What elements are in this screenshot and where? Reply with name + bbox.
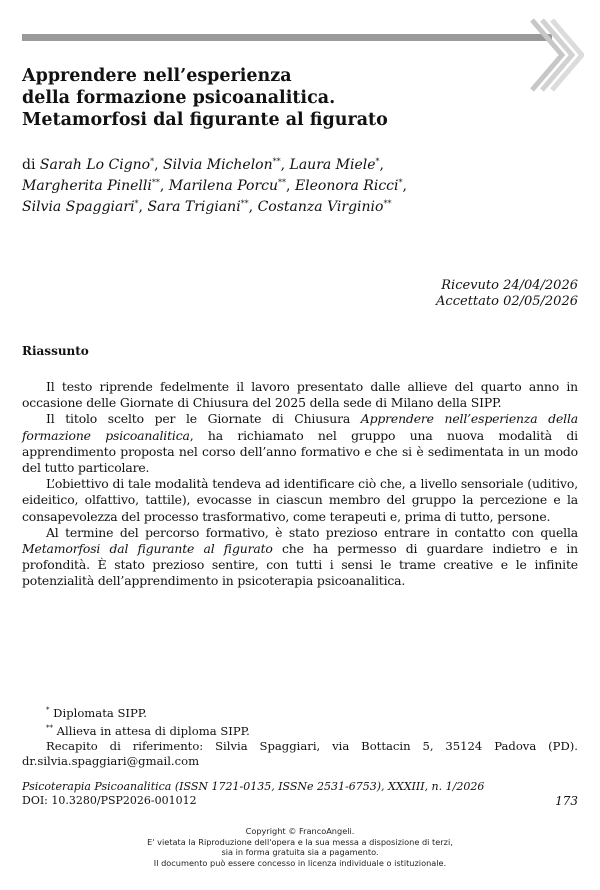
- footnote: * Diplomata SIPP.: [46, 706, 147, 720]
- title-line: della formazione psicoanalitica.: [22, 88, 336, 108]
- author-line: Margherita Pinelli**, Marilena Porcu**, Eleonora Ricci*,: [22, 178, 407, 194]
- affiliation-mark: **: [151, 178, 160, 187]
- footnotes: [22, 703, 578, 769]
- submission-dates: [436, 278, 578, 310]
- journal-info: [22, 780, 578, 808]
- abstract-paragraph: Al termine del percorso formativo, è stato prezioso entrare in contatto con quella Metamorfosi dal figurante al figurato che ha permesso di guardare indietro e in profondità. È stato prezioso sentire, con tutti i sensi le trame creative e le infinite potenzialità dell’apprendimento in psicoterapia psicoanalitica.: [22, 524, 579, 589]
- affiliation-mark: **: [272, 157, 281, 166]
- author-line: di Sarah Lo Cigno*, Silvia Michelon**, Laura Miele*,: [22, 157, 384, 173]
- doi: DOI: 10.3280/PSP2026-001012: [22, 794, 197, 807]
- affiliation-mark: **: [383, 199, 392, 208]
- copyright-line: sia in forma gratuita sia a pagamento.: [221, 847, 379, 857]
- quoted-title: Metamorfosi dal figurante al figurato: [22, 541, 273, 557]
- author-name: Eleonora Ricci: [294, 178, 399, 194]
- copyright-notice: [0, 826, 600, 868]
- footnote: ** Allieva in attesa di diploma SIPP.: [46, 724, 250, 738]
- affiliation-mark: *: [150, 157, 155, 166]
- accepted-date: Accettato 02/05/2026: [436, 294, 578, 309]
- page-number: 173: [555, 794, 578, 808]
- quoted-title: Apprendere nell’esperienza della formazione psicoanalitica: [22, 411, 578, 443]
- title-line: Metamorfosi dal figurante al figurato: [22, 110, 388, 130]
- copyright-line: Copyright © FrancoAngeli.: [245, 826, 355, 836]
- copyright-line: Il documento può essere concesso in licenza individuale o istituzionale.: [153, 857, 447, 868]
- author-list: [22, 153, 582, 216]
- received-date: Ricevuto 24/04/2026: [441, 278, 578, 293]
- author-name: Sara Trigiani: [147, 199, 241, 215]
- author-name: Silvia Michelon: [163, 157, 273, 173]
- author-line: Silvia Spaggiari*, Sara Trigiani**, Costanza Virginio**: [22, 199, 392, 215]
- contact-note: Recapito di riferimento: Silvia Spaggiari, via Bottacin 5, 35124 Padova (PD). dr.silvia.spaggiari@gmail.com: [22, 739, 578, 768]
- affiliation-mark: **: [240, 199, 249, 208]
- title-line: Apprendere nell’esperienza: [22, 66, 292, 86]
- abstract-body: [22, 379, 578, 590]
- author-name: Marilena Porcu: [168, 178, 279, 194]
- journal-citation: Psicoterapia Psicoanalitica (ISSN 1721-0135, ISSNe 2531-6753), XXXIII, n. 1/2026: [22, 780, 485, 793]
- affiliation-mark: *: [398, 178, 403, 187]
- abstract-paragraph: Il titolo scelto per le Giornate di Chiusura Apprendere nell’esperienza della formazione psicoanalitica, ha richiamato nel gruppo una nuova modalità di apprendimento proposta nel corso dell’anno formativo e che si è sedimentata in un modo del tutto particolare.: [22, 411, 578, 476]
- abstract-heading: Riassunto: [22, 344, 89, 358]
- author-name: Laura Miele: [289, 157, 376, 173]
- article-title: [22, 65, 542, 131]
- author-name: Sarah Lo Cigno: [39, 157, 151, 173]
- author-name: Costanza Virginio: [257, 199, 384, 215]
- affiliation-mark: *: [134, 199, 139, 208]
- abstract-paragraph: Il testo riprende fedelmente il lavoro presentato dalle allieve del quarto anno in occasione delle Giornate di Chiusura del 2025 della sede di Milano della SIPP.: [22, 379, 578, 411]
- affiliation-mark: **: [278, 178, 287, 187]
- author-name: Margherita Pinelli: [22, 178, 152, 194]
- copyright-line: E' vietata la Riproduzione dell'opera e la sua messa a disposizione di terzi,: [147, 836, 453, 847]
- author-name: Silvia Spaggiari: [22, 199, 135, 215]
- abstract-paragraph: L’obiettivo di tale modalità tendeva ad identificare ciò che, a livello sensoriale (uditivo, eideitico, olfattivo, tattile), evocasse in ciascun membro del gruppo la percezione e la consapevolezza del processo trasformativo, come terapeuti e, prima di tutto, persone.: [22, 476, 578, 524]
- affiliation-mark: *: [375, 157, 380, 166]
- header-rule: [22, 34, 552, 41]
